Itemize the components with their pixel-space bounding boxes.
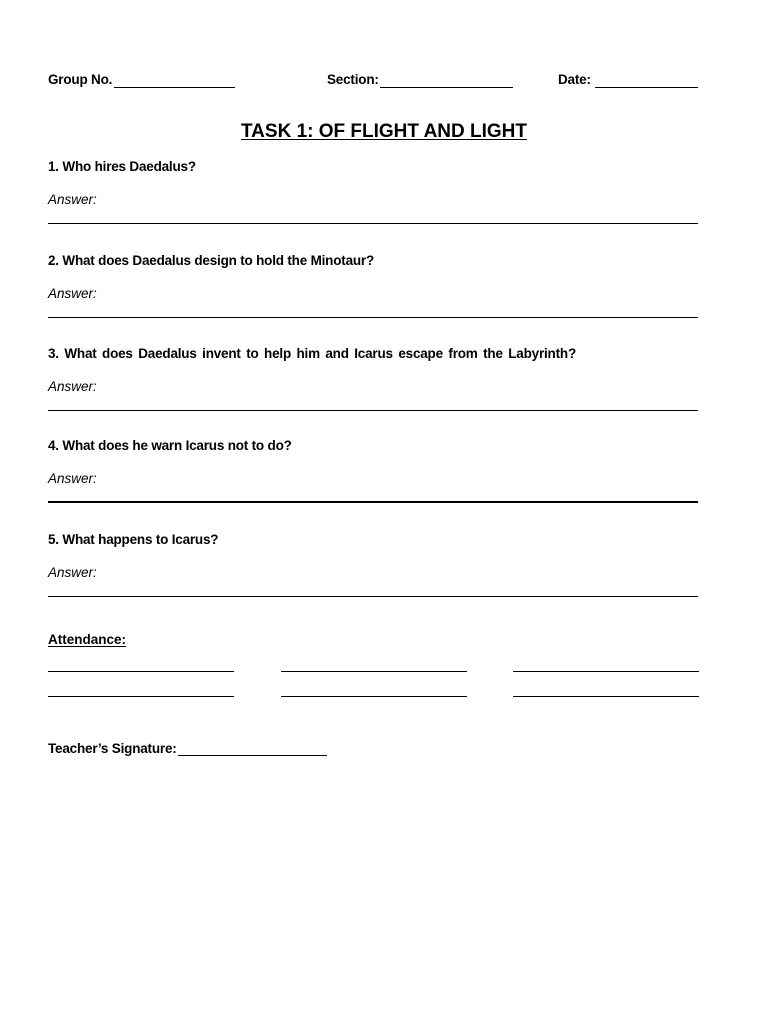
date-field[interactable] bbox=[595, 87, 698, 88]
answer-line-5[interactable] bbox=[48, 596, 698, 597]
answer-line-4[interactable] bbox=[48, 501, 698, 503]
section-label: Section: bbox=[327, 72, 379, 87]
group-number-field[interactable] bbox=[114, 87, 235, 88]
group-number-label: Group No. bbox=[48, 72, 113, 87]
attendance-line[interactable] bbox=[48, 671, 234, 672]
attendance-line[interactable] bbox=[513, 671, 699, 672]
answer-line-1[interactable] bbox=[48, 223, 698, 224]
page-title-text: TASK 1: OF FLIGHT AND LIGHT bbox=[240, 121, 528, 142]
attendance-line[interactable] bbox=[281, 696, 467, 697]
question-1: 1. Who hires Daedalus? bbox=[48, 159, 196, 174]
attendance-label: Attendance: bbox=[48, 632, 127, 647]
question-4: 4. What does he warn Icarus not to do? bbox=[48, 438, 292, 453]
teacher-signature-label: Teacher’s Signature: bbox=[48, 741, 177, 756]
question-5: 5. What happens to Icarus? bbox=[48, 532, 219, 547]
question-2: 2. What does Daedalus design to hold the Minotaur? bbox=[48, 253, 375, 268]
answer-label-5: Answer: bbox=[48, 565, 97, 580]
attendance-line[interactable] bbox=[281, 671, 467, 672]
section-field[interactable] bbox=[380, 87, 513, 88]
answer-label-1: Answer: bbox=[48, 192, 97, 207]
answer-line-2[interactable] bbox=[48, 317, 698, 318]
answer-line-3[interactable] bbox=[48, 410, 698, 411]
answer-label-2: Answer: bbox=[48, 286, 97, 301]
attendance-line[interactable] bbox=[48, 696, 234, 697]
teacher-signature-field[interactable] bbox=[178, 755, 327, 756]
attendance-line[interactable] bbox=[513, 696, 699, 697]
date-label: Date: bbox=[558, 72, 591, 87]
page-title bbox=[0, 121, 768, 143]
answer-label-3: Answer: bbox=[48, 379, 97, 394]
question-3: 3. What does Daedalus invent to help him and Icarus escape from the Labyrinth? bbox=[48, 346, 576, 361]
answer-label-4: Answer: bbox=[48, 471, 97, 486]
